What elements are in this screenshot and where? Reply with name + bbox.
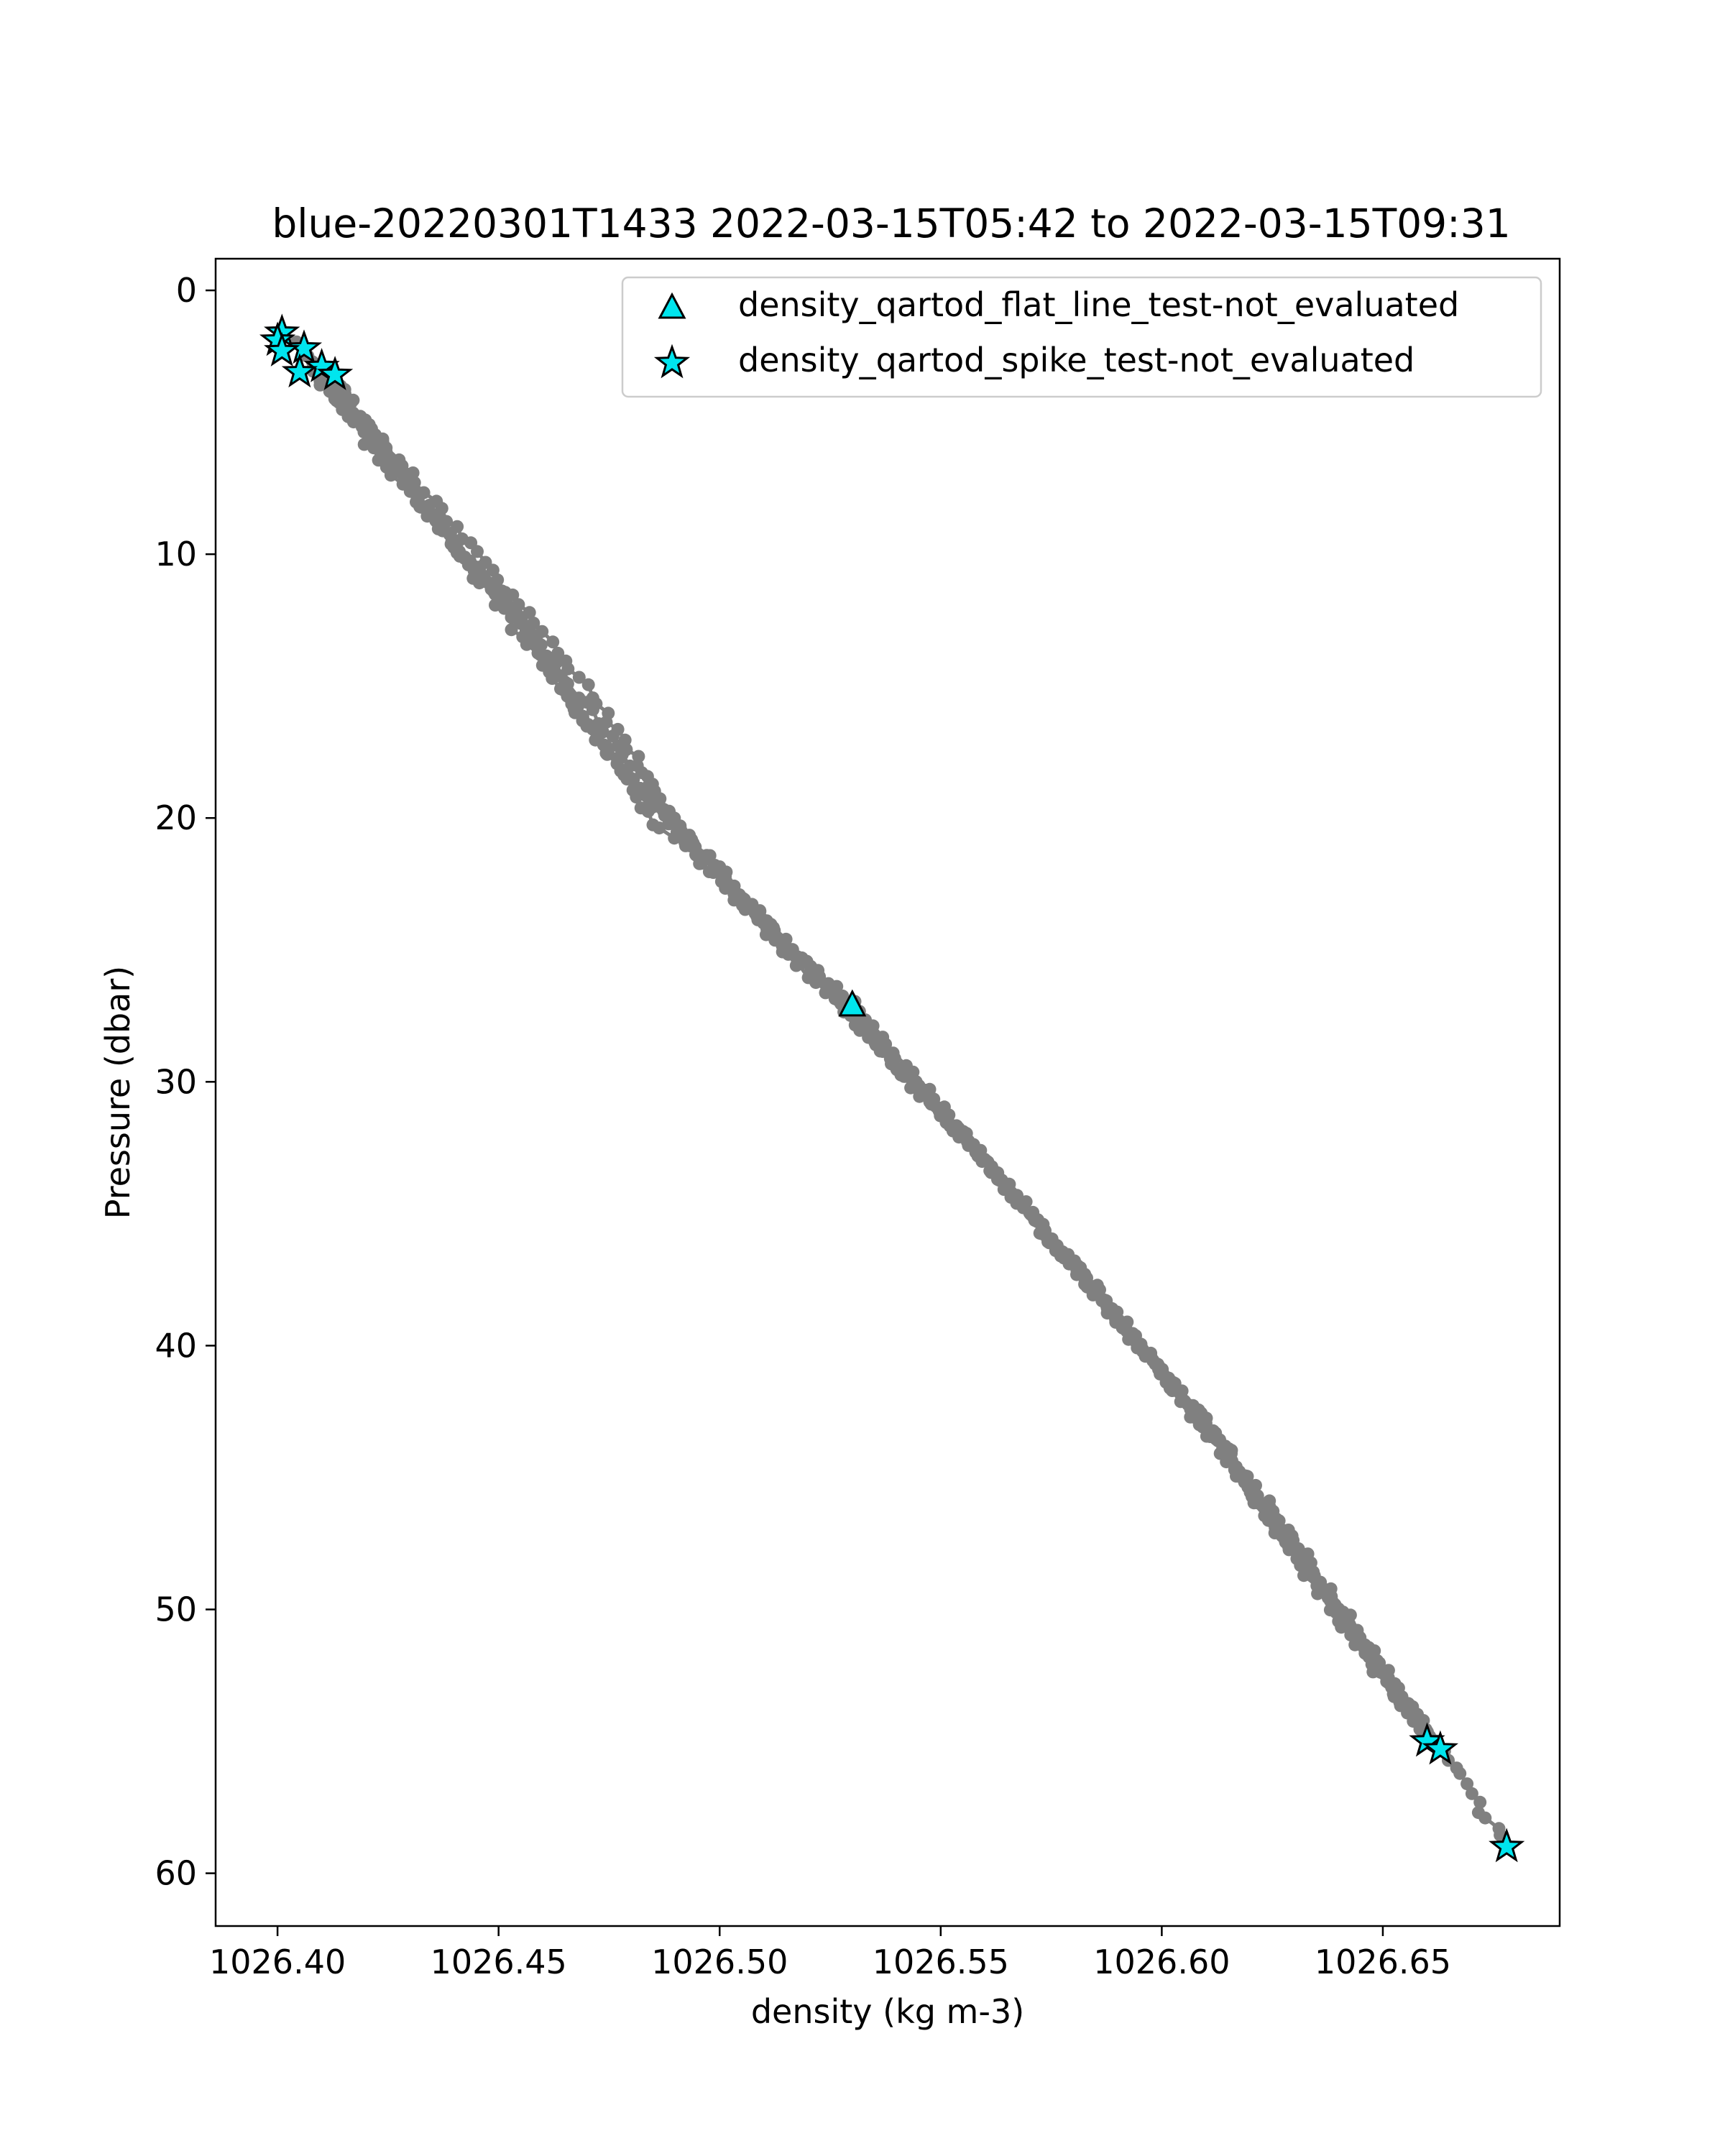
profile-point — [1249, 1491, 1262, 1503]
profile-point — [346, 407, 359, 420]
profile-point — [719, 865, 732, 878]
chart-title: blue-20220301T1433 2022-03-15T05:42 to 2022-03-15T09:31 — [272, 201, 1511, 247]
profile-point — [436, 525, 449, 538]
legend-label-spike: density_qartod_spike_test-not_evaluated — [738, 341, 1415, 379]
y-tick-label: 0 — [175, 271, 197, 310]
profile-point — [346, 394, 359, 407]
profile-point — [1078, 1268, 1091, 1281]
y-tick-label: 20 — [155, 798, 197, 838]
profile-point — [1286, 1529, 1299, 1542]
x-tick-label: 1026.55 — [872, 1943, 1009, 1981]
profile-point — [1130, 1336, 1143, 1349]
profile-point — [913, 1090, 926, 1103]
profile-point — [1169, 1382, 1182, 1395]
profile-point — [505, 623, 518, 636]
x-axis-label: density (kg m-3) — [750, 1992, 1025, 2031]
profile-point — [1249, 1479, 1262, 1492]
profile-point — [487, 585, 500, 598]
profile-point — [1326, 1595, 1339, 1608]
legend-label-flat-line: density_qartod_flat_line_test-not_evaluated — [738, 285, 1460, 324]
y-tick-label: 60 — [155, 1853, 197, 1893]
profile-point — [546, 635, 559, 648]
profile-point — [1196, 1421, 1209, 1434]
profile-point — [934, 1110, 947, 1123]
profile-point — [1344, 1608, 1357, 1621]
profile-point — [738, 893, 751, 906]
x-tick-label: 1026.40 — [209, 1943, 346, 1981]
profile-point — [807, 970, 820, 983]
y-tick-label: 10 — [155, 535, 197, 574]
profile-point — [546, 672, 558, 685]
profile-point — [640, 789, 653, 802]
profile-point — [1382, 1664, 1395, 1677]
profile-point — [1057, 1252, 1070, 1265]
profile-point — [1190, 1406, 1203, 1419]
profile-point — [561, 690, 574, 703]
profile-point — [1116, 1321, 1129, 1334]
profile-point — [1144, 1347, 1157, 1360]
profile-point — [667, 815, 680, 828]
profile-point — [1239, 1470, 1252, 1483]
profile-point — [468, 560, 481, 573]
profile-point — [447, 541, 460, 554]
profile-point — [328, 392, 341, 405]
profile-point — [520, 638, 533, 651]
profile-point — [1043, 1232, 1056, 1245]
x-tick-label: 1026.50 — [651, 1943, 788, 1981]
y-tick-label: 40 — [155, 1326, 197, 1365]
profile-point — [645, 801, 658, 814]
x-tick-label: 1026.45 — [430, 1943, 567, 1981]
profile-point — [582, 678, 595, 691]
profile-point — [1353, 1631, 1366, 1644]
profile-point — [581, 720, 594, 733]
profile-point — [704, 849, 717, 862]
profile-point — [786, 943, 799, 956]
profile-point — [612, 751, 625, 764]
profile-point — [473, 576, 486, 589]
profile-point — [944, 1120, 957, 1133]
y-tick-label: 50 — [155, 1590, 197, 1629]
profile-point — [1371, 1654, 1384, 1667]
profile-point — [689, 841, 702, 854]
profile-point — [1101, 1302, 1114, 1314]
profile-point — [898, 1070, 911, 1083]
profile-point — [615, 765, 627, 778]
profile-point — [961, 1135, 974, 1148]
y-axis-label: Pressure (dbar) — [98, 965, 137, 1220]
profile-point — [884, 1052, 897, 1065]
profile-point — [505, 611, 518, 624]
profile-point — [1020, 1195, 1033, 1208]
profile-point — [1325, 1583, 1338, 1595]
y-tick-label: 30 — [155, 1062, 197, 1102]
profile-point — [1213, 1434, 1226, 1447]
legend — [622, 277, 1541, 397]
x-tick-label: 1026.65 — [1314, 1943, 1452, 1981]
profile-point — [532, 647, 545, 660]
profile-point — [1396, 1690, 1409, 1703]
profile-point — [978, 1153, 991, 1166]
x-tick-label: 1026.60 — [1093, 1943, 1230, 1981]
profile-point — [824, 984, 837, 997]
profile-point — [1273, 1514, 1286, 1527]
profile-point — [1001, 1180, 1014, 1193]
profile-point — [369, 428, 382, 441]
profile-point — [1307, 1565, 1320, 1578]
profile-point — [1478, 1812, 1491, 1825]
profile-point — [1031, 1213, 1044, 1226]
